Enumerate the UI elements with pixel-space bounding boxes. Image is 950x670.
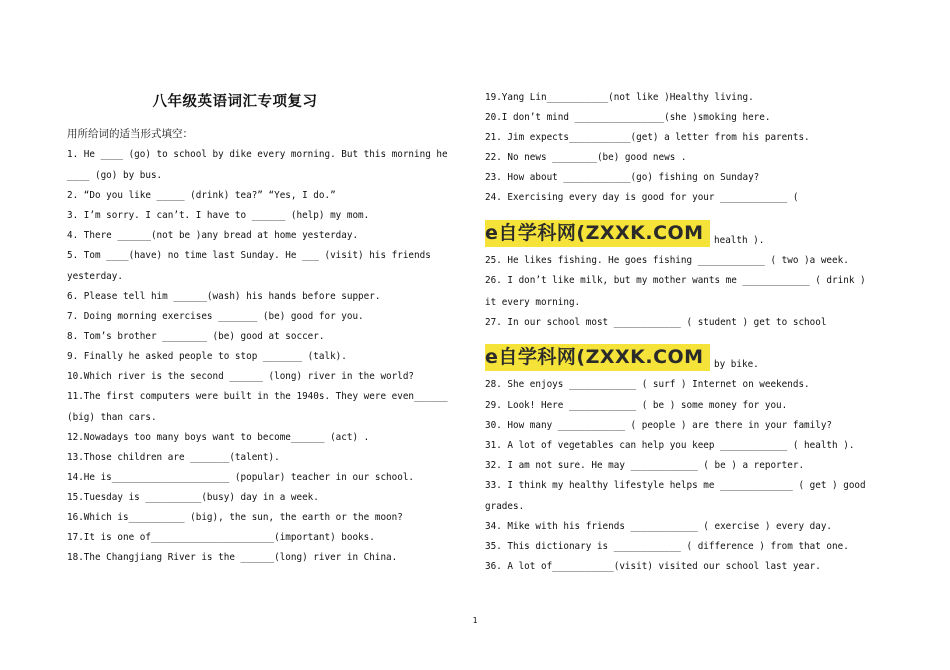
question-32: 32. I am not sure. He may ____________ ( be ) a reporter. — [485, 460, 805, 471]
question-1-line-1: 1. He ____ (go) to school by dike every morning. But this morning he — [67, 149, 448, 160]
question-30: 30. How many ____________ ( people ) are there in your family? — [485, 420, 833, 431]
question-28: 28. She enjoys ____________ ( surf ) Internet on weekends. — [485, 379, 810, 390]
question-24-line-2: health ). — [714, 235, 765, 246]
question-31: 31. A lot of vegetables can help you keep ____________ ( health ). — [485, 440, 855, 451]
question-7: 7. Doing morning exercises _______ (be) good for you. — [67, 311, 364, 322]
question-36: 36. A lot of___________(visit) visited our school last year. — [485, 561, 821, 572]
question-33-line-1: 33. I think my healthy lifestyle helps me _____________ ( get ) good — [485, 480, 866, 491]
question-20: 20.I don’t mind ________________(she )smoking here. — [485, 112, 771, 123]
question-13: 13.Those children are _______(talent). — [67, 452, 280, 463]
question-27-line-2: by bike. — [714, 359, 759, 370]
question-27-line-1: 27. In our school most ____________ ( student ) get to school — [485, 317, 827, 328]
question-3: 3. I’m sorry. I can’t. I have to ______ (help) my mom. — [67, 210, 370, 221]
question-10: 10.Which river is the second ______ (long) river in the world? — [67, 371, 415, 382]
question-4: 4. There ______(not be )any bread at home yesterday. — [67, 230, 359, 241]
question-26-line-2: it every morning. — [485, 297, 581, 308]
question-16: 16.Which is__________ (big), the sun, the earth or the moon? — [67, 512, 403, 523]
question-34: 34. Mike with his friends ____________ ( exercise ) every day. — [485, 521, 833, 532]
question-11-line-2: (big) than cars. — [67, 412, 157, 423]
question-18: 18.The Changjiang River is the ______(long) river in China. — [67, 552, 398, 563]
question-22: 22. No news ________(be) good news . — [485, 152, 687, 163]
question-35: 35. This dictionary is ____________ ( difference ) from that one. — [485, 541, 849, 552]
question-14: 14.He is_____________________ (popular) teacher in our school. — [67, 472, 415, 483]
question-26-line-1: 26. I don’t like milk, but my mother wants me ____________ ( drink ) — [485, 275, 866, 286]
question-5-line-1: 5. Tom ____(have) no time last Sunday. He ___ (visit) his friends — [67, 250, 431, 261]
watermark-logo: e自学科网(ZXXK.COM — [485, 220, 710, 247]
question-21: 21. Jim expects___________(get) a letter from his parents. — [485, 132, 810, 143]
question-25: 25. He likes fishing. He goes fishing ____________ ( two )a week. — [485, 255, 849, 266]
question-17: 17.It is one of______________________(important) books. — [67, 532, 375, 543]
question-23: 23. How about ____________(go) fishing on Sunday? — [485, 172, 760, 183]
question-1-line-2: ____ (go) by bus. — [67, 170, 163, 181]
question-2: 2. “Do you like _____ (drink) tea?” “Yes, I do.” — [67, 190, 336, 201]
question-12: 12.Nowadays too many boys want to become______ (act) . — [67, 432, 370, 443]
question-15: 15.Tuesday is __________(busy) day in a week. — [67, 492, 319, 503]
question-29: 29. Look! Here ____________ ( be ) some money for you. — [485, 400, 788, 411]
instruction-text: 用所给词的适当形式填空： — [67, 128, 193, 140]
question-9: 9. Finally he asked people to stop _______ (talk). — [67, 351, 347, 362]
question-8: 8. Tom’s brother ________ (be) good at soccer. — [67, 331, 325, 342]
page-number: 1 — [472, 616, 478, 625]
question-24-line-1: 24. Exercising every day is good for your ____________ ( — [485, 192, 799, 203]
question-11-line-1: 11.The first computers were built in the 1940s. They were even______ — [67, 391, 448, 402]
watermark-logo: e自学科网(ZXXK.COM — [485, 344, 710, 371]
question-33-line-2: grades. — [485, 501, 525, 512]
question-5-line-2: yesterday. — [67, 271, 123, 282]
question-6: 6. Please tell him ______(wash) his hands before supper. — [67, 291, 381, 302]
page-title: 八年级英语词汇专项复习 — [152, 94, 318, 110]
question-19: 19.Yang Lin___________(not like )Healthy living. — [485, 92, 754, 103]
